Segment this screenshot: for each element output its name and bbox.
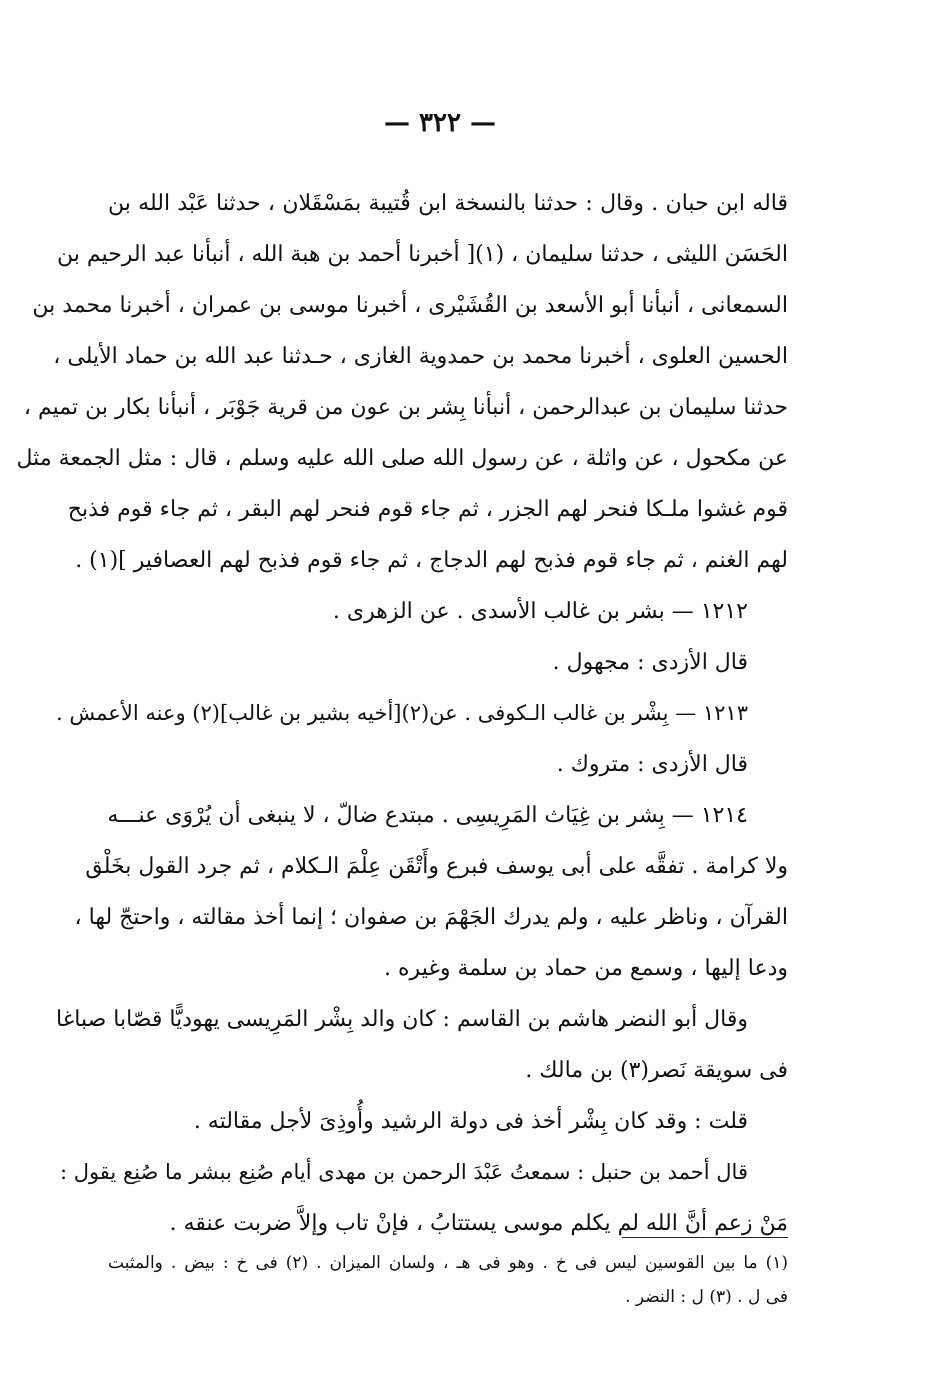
text-line: قلت : وقد كان بِشْر أخذ فى دولة الرشيد وأُوذِىَ لأجل مقالته . [193,1109,748,1134]
body-text [16,178,788,1249]
entry-heading-1214: ١٢١٤ — بِشر بن غِيَاث المَرِيسِى . مبتدع ضالّ ، لا ينبغى أن يُرْوَى عنـــه [107,803,748,828]
entry-heading-1213: ١٢١٣ — بِشْر بن غالب الـكوفى . عن(٢)[أخيه بشير بن غالب](٢) وعنه الأعمش . [56,701,748,725]
text-line: فى سويقة نَصر(٣) بن مالك . [525,1058,788,1083]
text-line: ودعا إليها ، وسمع من حماد بن سلمة وغيره . [384,956,788,981]
footnote-line: (١) ما بين القوسين ليس فى خ . وهو فى هـ ، ولسان الميزان . (٢) فى خ : بيض . والمثبت [108,1253,788,1273]
text-line: وقال أبو النضر هاشم بن القاسم : كان والد بِشْر المَرِيسى يهوديًّا قصّابا صباغا [56,1007,748,1032]
text-line: لهم الغنم ، ثم جاء قوم فذبح لهم الدجاج ، ثم جاء قوم فذبح لهم العصافير ](١) . [75,548,788,573]
text-line: قال الأزدى : مجهول . [552,650,748,675]
footnotes [108,1246,788,1314]
text-line: الحسين العلوى ، أخبرنا محمد بن حمدوية الغازى ، حـدثنا عبد الله بن حماد الأيلى ، [53,344,788,369]
text-line: السمعانى ، أنبأنا أبو الأسعد بن القُشَيْرى ، أخبرنا موسى بن عمران ، أخبرنا محمد بن [32,293,788,318]
text-line: الحَسَن الليثى ، حدثنا سليمان ، (١)[ أخبرنا أحمد بن هبة الله ، أنبأنا عبد الرحيم بن [57,242,788,267]
footnote-line: فى ل . (٣) ل : النضر . [625,1287,788,1307]
footnote-separator [622,1237,788,1238]
text-line: قاله ابن حبان . وقال : حدثنا بالنسخة ابن قُتيبة بمَسْقَلان ، حدثنا عَبْد الله بن [108,191,788,216]
entry-heading-1212: ١٢١٢ — بشر بن غالب الأسدى . عن الزهرى . [332,599,748,624]
text-line: عن مكحول ، عن واثلة ، عن رسول الله صلى الله عليه وسلم ، قال : مثل الجمعة مثل [16,446,788,471]
text-line: قال الأزدى : متروك . [556,752,748,777]
text-line: قال أحمد بن حنبل : سمعتُ عَبْدَ الرحمن بن مهدى أيام صُنِع ببشر ما صُنِع يقول : [59,1160,748,1184]
text-line: قوم غشوا ملـكا فنحر لهم الجزر ، ثم جاء قوم فنحر لهم البقر ، ثم جاء قوم فذبح [67,497,788,522]
text-line: القرآن ، وناظر عليه ، ولم يدرك الجَهْمَ بن صفوان ؛ إنما أخذ مقالته ، واحتجّ لها ، [74,905,788,930]
text-line: حدثنا سليمان بن عبدالرحمن ، أنبأنا بِشر بن عون من قرية جَوْبَر ، أنبأنا بكار بن تميم ، [23,395,788,420]
text-line: ولا كرامة . تفقَّه على أبى يوسف فبرع وأَتْقَن عِلْمَ الـكلام ، ثم جرد القول بخَلْق [85,854,788,879]
text-line: مَنْ زعم أنَّ الله لم يكلم موسى يستتابُ ، فإنْ تاب وإلاَّ ضربت عنقه . [169,1211,788,1236]
page-number: — ٣٢٢ — [383,108,497,138]
